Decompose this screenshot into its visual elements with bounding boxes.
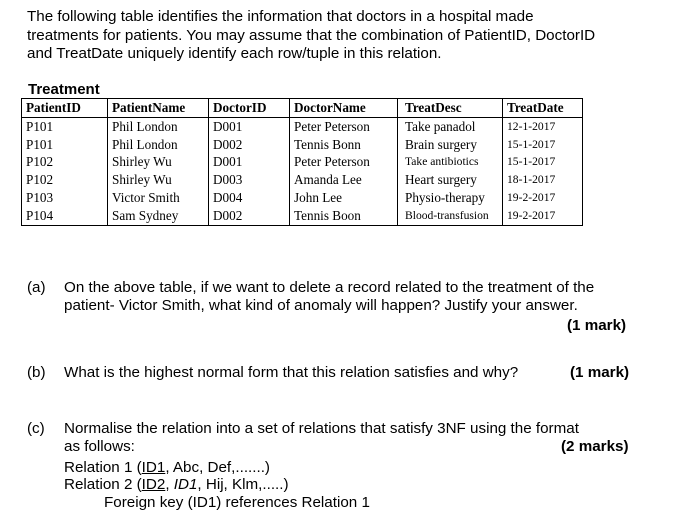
cell: Take antibiotics bbox=[398, 154, 503, 172]
question-line: patient- Victor Smith, what kind of anomaly will happen? Justify your answer. bbox=[64, 297, 578, 314]
cell: Amanda Lee bbox=[290, 171, 398, 189]
cell: Heart surgery bbox=[398, 171, 503, 189]
table-row bbox=[22, 136, 583, 154]
intro-line: treatments for patients. You may assume that the combination of PatientID, DoctorID bbox=[27, 26, 596, 44]
cell: P103 bbox=[22, 189, 108, 207]
relation-rest: , Hij, Klm,.....) bbox=[197, 476, 289, 493]
intro-line: The following table identifies the information that doctors in a hospital made bbox=[27, 8, 534, 25]
relation-rest: , Abc, Def,.......) bbox=[165, 459, 270, 476]
cell: Sam Sydney bbox=[108, 207, 209, 225]
cell: D002 bbox=[209, 207, 290, 225]
header-treatdesc: TreatDesc bbox=[398, 99, 503, 118]
question-line: as follows: bbox=[64, 438, 135, 455]
question-label: (b) bbox=[27, 364, 46, 381]
cell: P104 bbox=[22, 207, 108, 225]
foreign-key-attr: ID1 bbox=[173, 476, 198, 493]
cell: Blood-transfusion bbox=[398, 207, 503, 225]
question-c bbox=[27, 420, 647, 460]
cell: Peter Peterson bbox=[290, 118, 398, 136]
relation-2 bbox=[64, 476, 289, 494]
table-row bbox=[22, 189, 583, 207]
cell: P102 bbox=[22, 171, 108, 189]
header-treatdate: TreatDate bbox=[503, 99, 583, 118]
relation-prefix: Relation 1 ( bbox=[64, 459, 142, 476]
cell: P101 bbox=[22, 118, 108, 136]
cell: D003 bbox=[209, 171, 290, 189]
cell: Peter Peterson bbox=[290, 154, 398, 172]
table-row bbox=[22, 154, 583, 172]
relation-prefix: Relation 2 ( bbox=[64, 476, 142, 493]
table-row bbox=[22, 118, 583, 136]
header-doctorid: DoctorID bbox=[209, 99, 290, 118]
question-text: What is the highest normal form that this relation satisfies and why? bbox=[64, 364, 519, 381]
cell: 12-1-2017 bbox=[503, 118, 583, 136]
question-label: (a) bbox=[27, 279, 46, 296]
cell: D001 bbox=[209, 118, 290, 136]
question-text bbox=[64, 279, 594, 315]
cell: 19-2-2017 bbox=[503, 207, 583, 225]
cell: D004 bbox=[209, 189, 290, 207]
cell: D001 bbox=[209, 154, 290, 172]
marks-badge: (1 mark) bbox=[570, 364, 630, 381]
cell: Phil London bbox=[108, 118, 209, 136]
cell: Take panadol bbox=[398, 118, 503, 136]
header-patientid: PatientID bbox=[22, 99, 108, 118]
cell: Tennis Bonn bbox=[290, 136, 398, 154]
primary-key: ID2 bbox=[141, 476, 166, 493]
foreign-key-note: Foreign key (ID1) references Relation 1 bbox=[104, 494, 370, 511]
intro-paragraph bbox=[27, 8, 657, 64]
marks-badge: (2 marks) bbox=[561, 438, 629, 455]
cell: P101 bbox=[22, 136, 108, 154]
question-a bbox=[27, 279, 647, 319]
table-header-row bbox=[22, 99, 583, 118]
question-text bbox=[64, 420, 579, 456]
header-doctorname: DoctorName bbox=[290, 99, 398, 118]
intro-line: and TreatDate uniquely identify each row/tuple in this relation. bbox=[27, 45, 442, 62]
question-line: On the above table, if we want to delete a record related to the treatment of the bbox=[64, 279, 595, 296]
question-label: (c) bbox=[27, 420, 45, 437]
cell: Phil London bbox=[108, 136, 209, 154]
treatment-table bbox=[21, 98, 583, 226]
table-row bbox=[22, 171, 583, 189]
question-line: Normalise the relation into a set of relations that satisfy 3NF using the format bbox=[64, 420, 579, 437]
cell: 15-1-2017 bbox=[503, 154, 583, 172]
cell: Physio-therapy bbox=[398, 189, 503, 207]
table-row bbox=[22, 207, 583, 225]
header-patientname: PatientName bbox=[108, 99, 209, 118]
cell: D002 bbox=[209, 136, 290, 154]
cell: 19-2-2017 bbox=[503, 189, 583, 207]
cell: Brain surgery bbox=[398, 136, 503, 154]
cell: P102 bbox=[22, 154, 108, 172]
separator: , bbox=[165, 476, 174, 493]
relation-1 bbox=[64, 459, 270, 477]
cell: Shirley Wu bbox=[108, 154, 209, 172]
question-b bbox=[27, 364, 567, 384]
table-title: Treatment bbox=[28, 81, 100, 98]
cell: John Lee bbox=[290, 189, 398, 207]
cell: Victor Smith bbox=[108, 189, 209, 207]
primary-key: ID1 bbox=[141, 459, 166, 476]
cell: Shirley Wu bbox=[108, 171, 209, 189]
cell: Tennis Boon bbox=[290, 207, 398, 225]
marks-badge: (1 mark) bbox=[567, 317, 627, 334]
cell: 18-1-2017 bbox=[503, 171, 583, 189]
cell: 15-1-2017 bbox=[503, 136, 583, 154]
